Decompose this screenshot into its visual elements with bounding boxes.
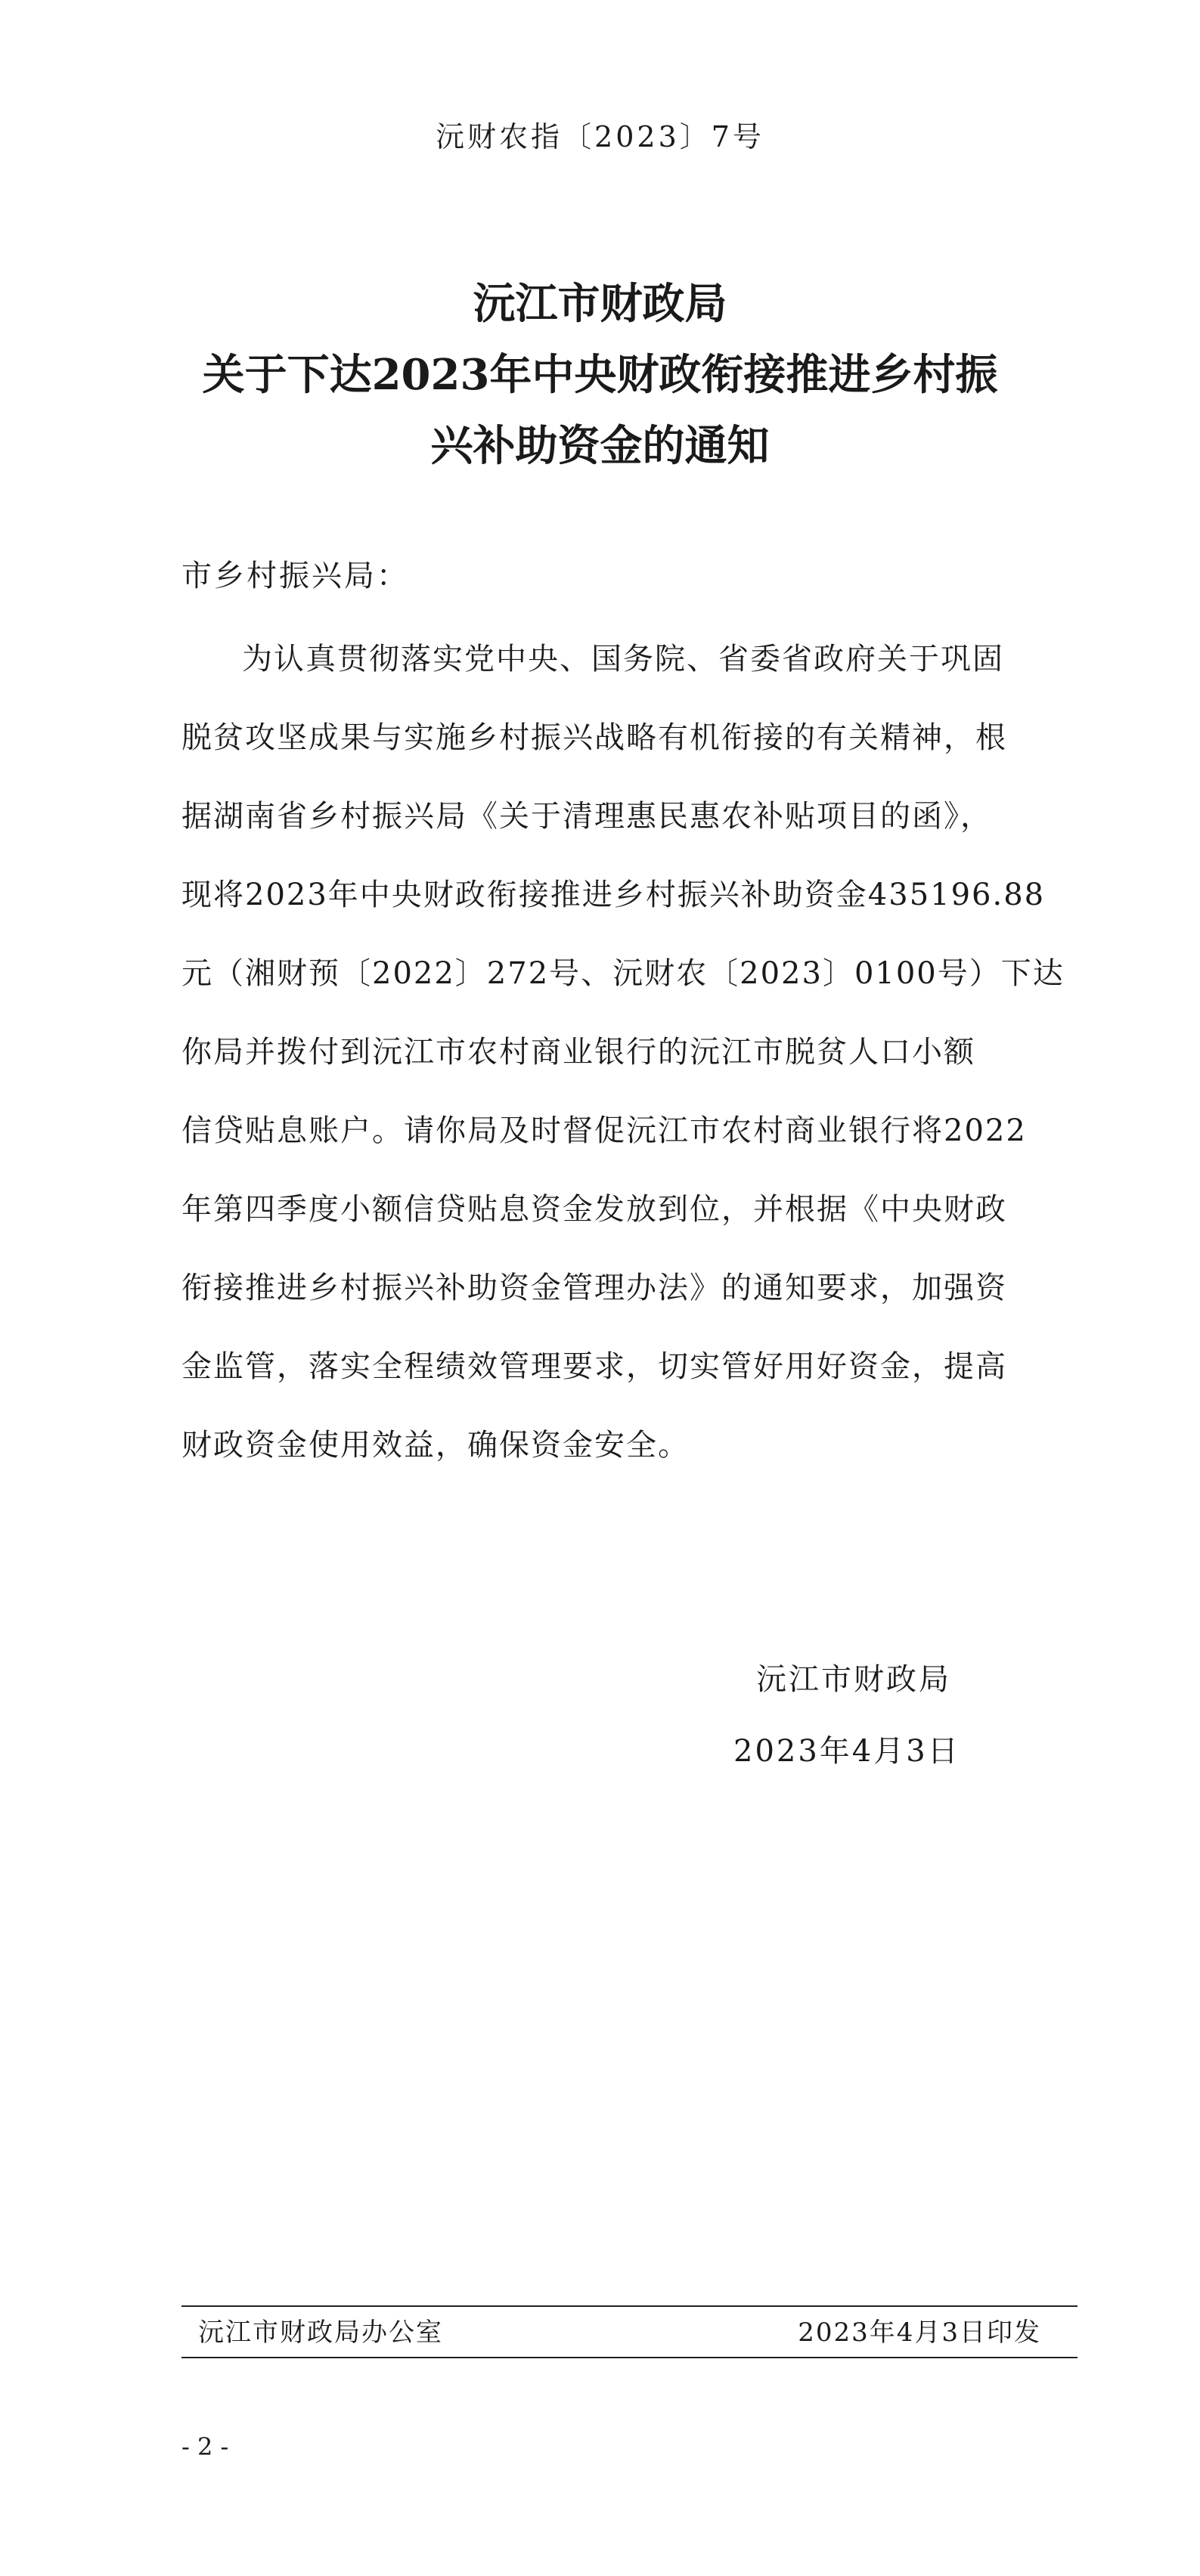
footer-issuer: 沅江市财政局办公室 [198,2317,443,2348]
footer-top-rule [181,2305,1078,2307]
title-line: 沅江市财政局 [473,279,727,329]
salutation: 市乡村振兴局： [181,559,409,593]
body-line: 财政资金使用效益，确保资金安全。 [181,1428,690,1463]
body-line: 脱贫攻坚成果与实施乡村振兴战略有机衔接的有关精神，根 [181,720,1007,755]
footer-issue-date: 2023年4月3日印发 [798,2317,1041,2348]
document-title [121,268,1079,481]
body-line: 金监管，落实全程绩效管理要求，切实管好用好资金，提高 [181,1349,1007,1384]
body-line: 元（湘财预〔2022〕272号、沅财农〔2023〕0100号）下达 [181,956,1065,991]
page-number: - 2 - [181,2432,229,2461]
body-text [181,620,1065,1485]
body-line: 信贷贴息账户。请你局及时督促沅江市农村商业银行将2022 [181,1113,1027,1148]
body-line: 现将2023年中央财政衔接推进乡村振兴补助资金435196.88 [181,878,1046,912]
body-line: 据湖南省乡村振兴局《关于清理惠民惠农补贴项目的函》， [181,799,992,834]
document-number: 沅财农指〔2023〕7号 [436,120,764,153]
title-line: 关于下达2023年中央财政衔接推进乡村振 [202,350,998,400]
signature-issuer: 沅江市财政局 [756,1662,951,1697]
body-line: 你局并拨付到沅江市农村商业银行的沅江市脱贫人口小额 [181,1035,975,1070]
signature-date: 2023年4月3日 [733,1734,960,1769]
title-line: 兴补助资金的通知 [430,421,770,471]
body-line: 衔接推进乡村振兴补助资金管理办法》的通知要求，加强资 [181,1271,1007,1305]
body-line: 为认真贯彻落实党中央、国务院、省委省政府关于巩固 [242,642,1004,677]
footer-bottom-rule [181,2357,1078,2358]
body-line: 年第四季度小额信贷贴息资金发放到位，并根据《中央财政 [181,1192,1007,1227]
